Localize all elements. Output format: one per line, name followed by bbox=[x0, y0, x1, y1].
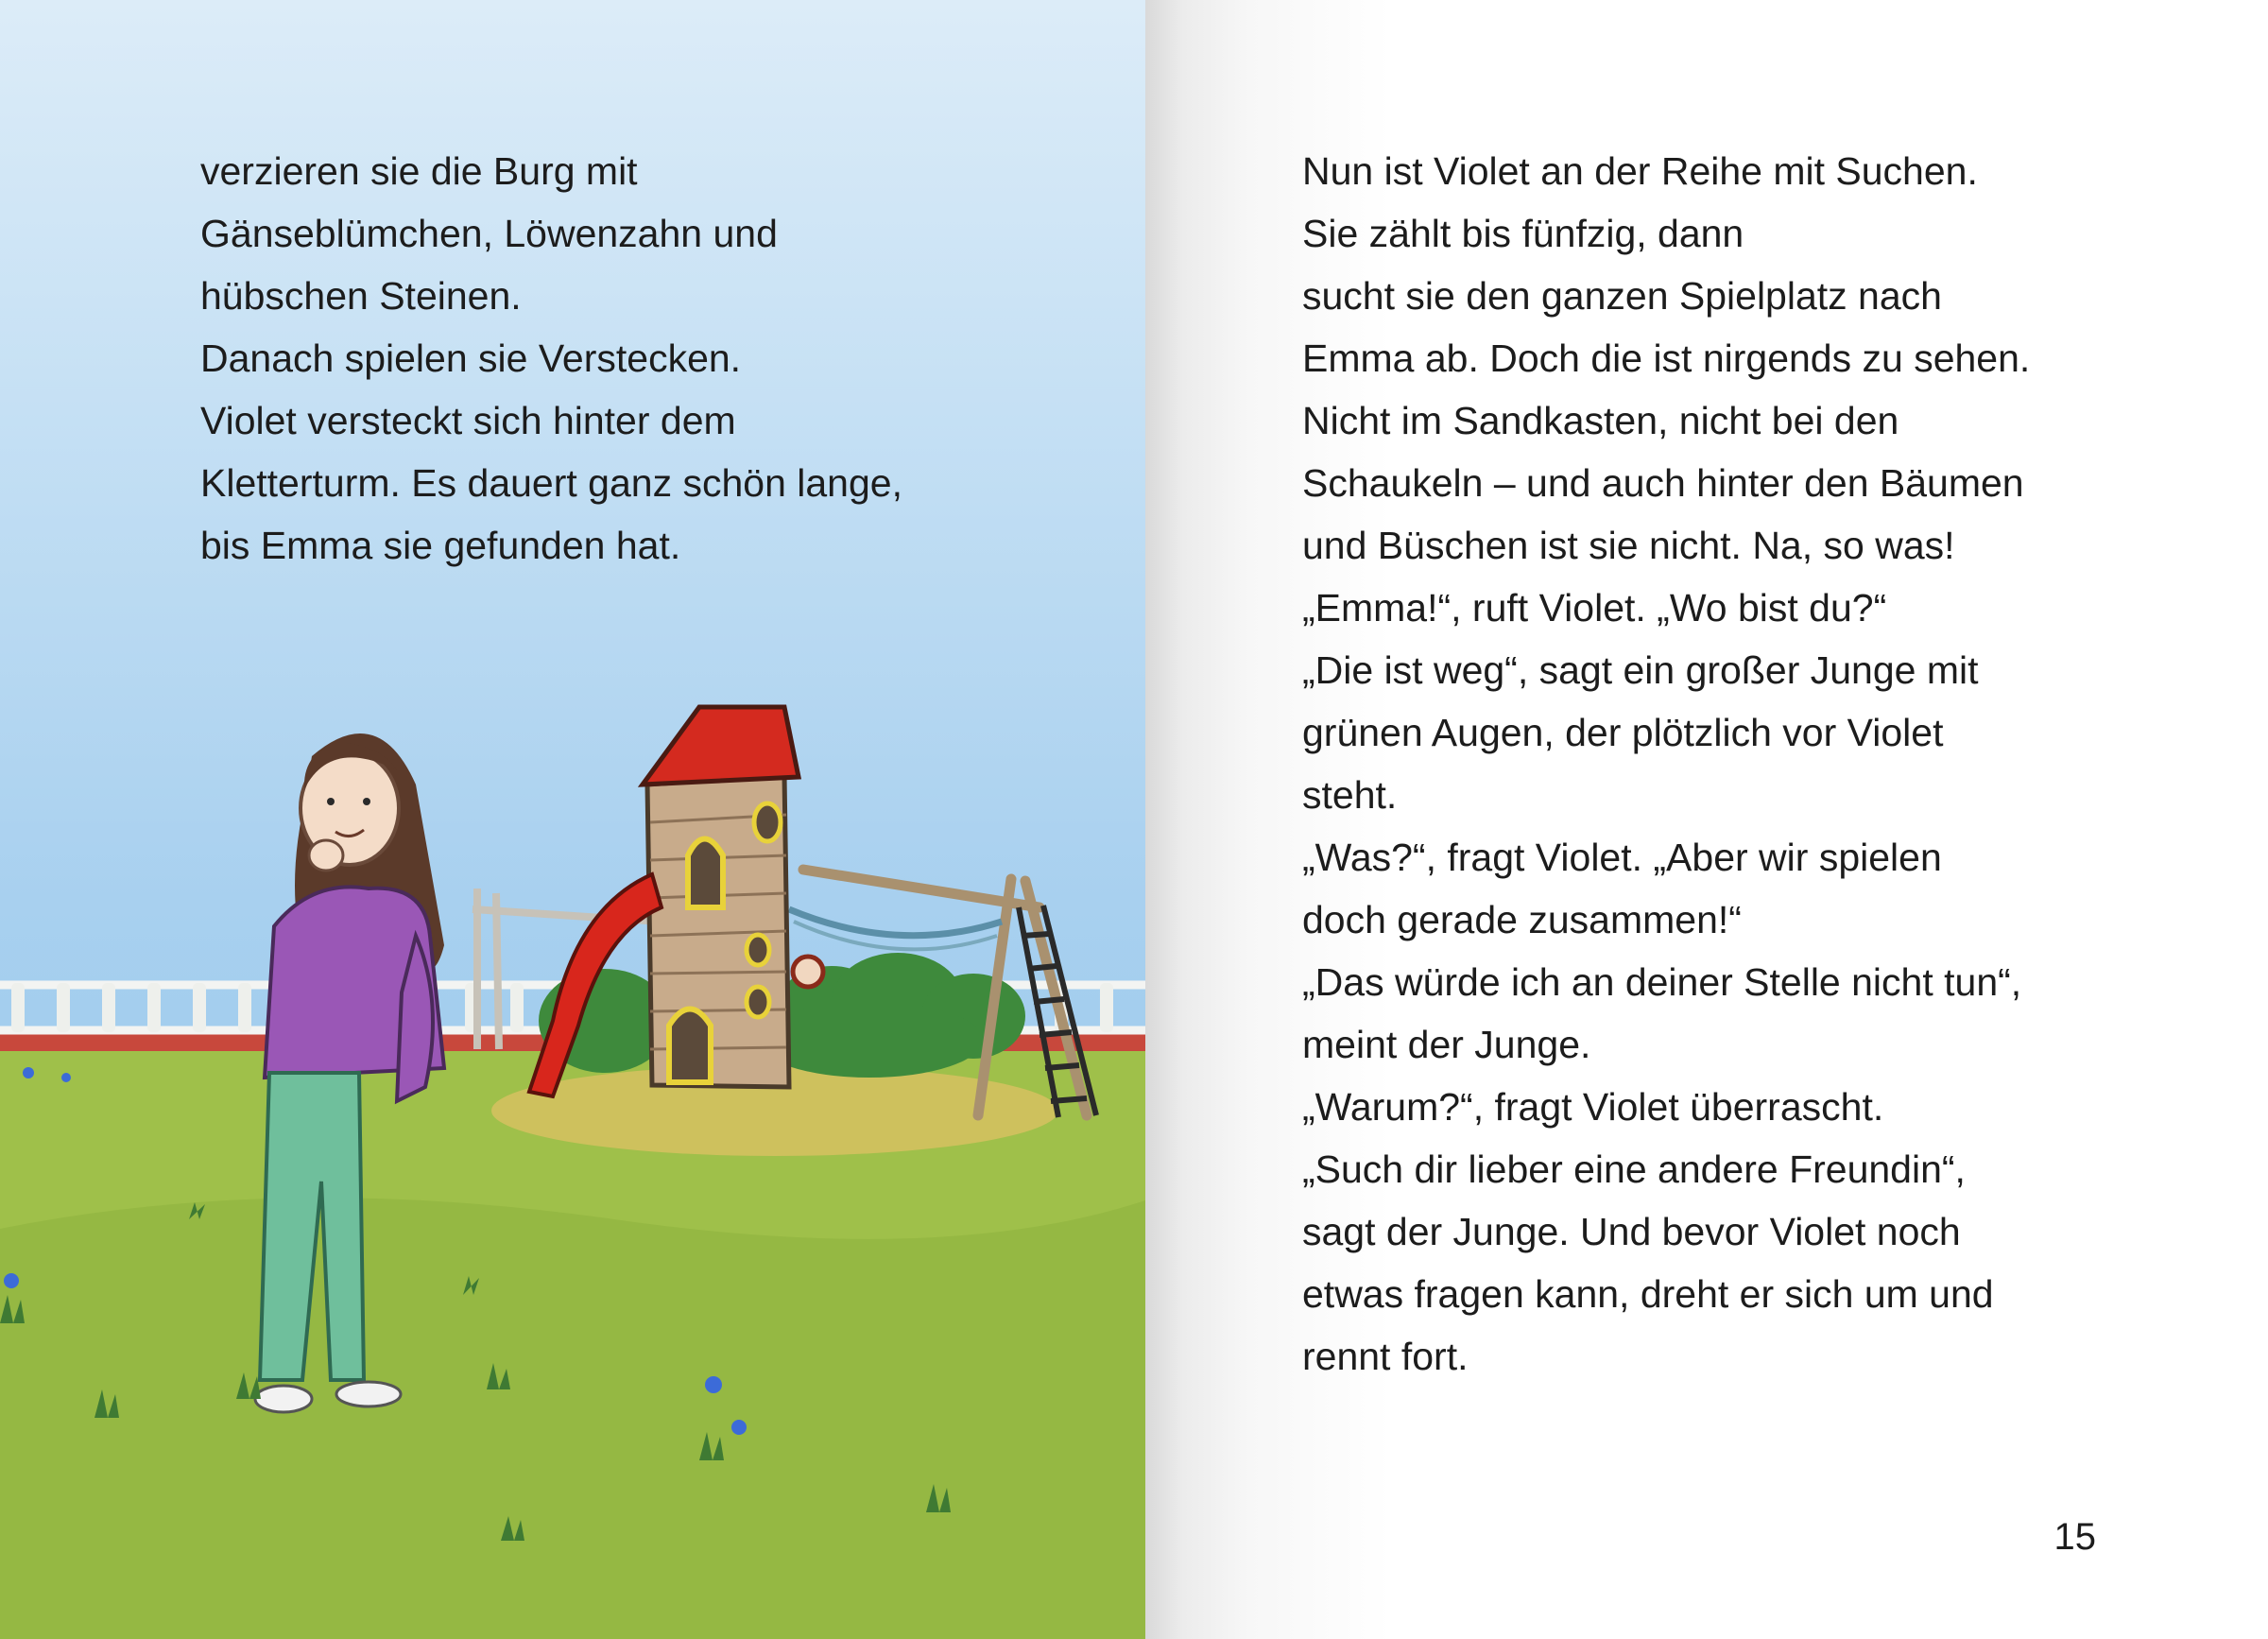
story-line: grünen Augen, der plötzlich vor Violet bbox=[1302, 711, 1944, 754]
story-line: „Die ist weg“, sagt ein großer Junge mit bbox=[1302, 648, 1979, 692]
story-line: Danach spielen sie Verstecken. bbox=[200, 336, 742, 380]
story-line: Schaukeln – und auch hinter den Bäumen bbox=[1302, 461, 2024, 505]
story-line: „Was?“, fragt Violet. „Aber wir spielen bbox=[1302, 836, 1942, 879]
page-number: 15 bbox=[2053, 1516, 2096, 1558]
left-story-text bbox=[200, 140, 1051, 577]
story-line: „Warum?“, fragt Violet überrascht. bbox=[1302, 1085, 1884, 1129]
right-story-text bbox=[1302, 140, 2228, 1388]
story-line: und Büschen ist sie nicht. Na, so was! bbox=[1302, 524, 1955, 567]
story-line: „Emma!“, ruft Violet. „Wo bist du?“ bbox=[1302, 586, 1887, 630]
story-line: doch gerade zusammen!“ bbox=[1302, 898, 1742, 941]
story-line: Nun ist Violet an der Reihe mit Suchen. bbox=[1302, 149, 1978, 193]
story-line: „Such dir lieber eine andere Freundin“, bbox=[1302, 1147, 1966, 1191]
story-line: „Das würde ich an deiner Stelle nicht tun“, bbox=[1302, 960, 2022, 1004]
story-line: bis Emma sie gefunden hat. bbox=[200, 524, 681, 567]
story-line: Emma ab. Doch die ist nirgends zu sehen. bbox=[1302, 336, 2031, 380]
right-page bbox=[1145, 0, 2268, 1639]
story-line: steht. bbox=[1302, 773, 1398, 817]
story-line: etwas fragen kann, dreht er sich um und bbox=[1302, 1272, 1994, 1316]
story-line: Violet versteckt sich hinter dem bbox=[200, 399, 736, 442]
story-line: rennt fort. bbox=[1302, 1335, 1469, 1378]
story-line: sagt der Junge. Und bevor Violet noch bbox=[1302, 1210, 1961, 1253]
story-line: verzieren sie die Burg mit bbox=[200, 149, 638, 193]
story-line: sucht sie den ganzen Spielplatz nach bbox=[1302, 274, 1942, 318]
story-line: meint der Junge. bbox=[1302, 1023, 1591, 1066]
story-line: Kletterturm. Es dauert ganz schön lange, bbox=[200, 461, 902, 505]
story-line: Sie zählt bis fünfzig, dann bbox=[1302, 212, 1744, 255]
story-line: Gänseblümchen, Löwenzahn und bbox=[200, 212, 778, 255]
story-line: hübschen Steinen. bbox=[200, 274, 522, 318]
story-line: Nicht im Sandkasten, nicht bei den bbox=[1302, 399, 1899, 442]
